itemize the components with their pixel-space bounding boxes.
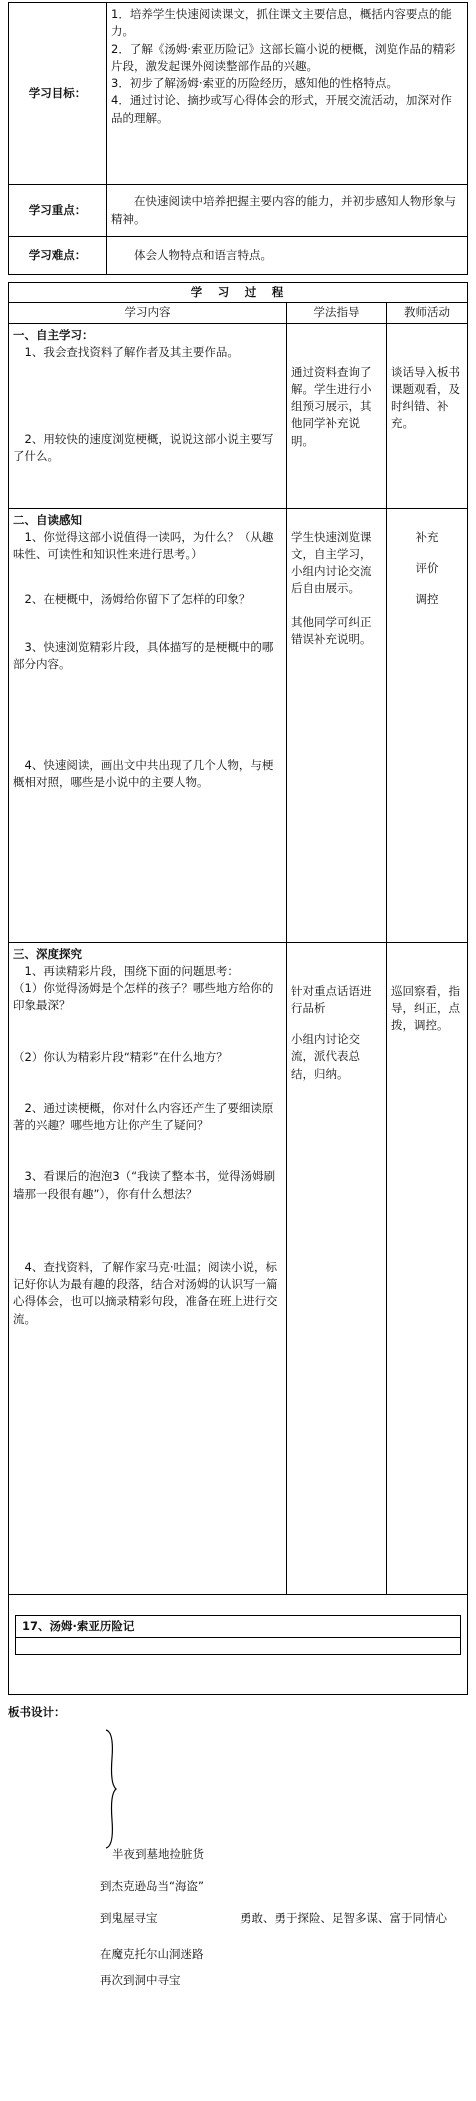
objectives-cell <box>107 3 468 185</box>
objective-item: 2．了解《汤姆·索亚历险记》这部长篇小说的梗概，浏览作品的精彩片段，激发起课外阅读整部作品的兴趣。 <box>111 41 456 73</box>
process-title: 学 习 过 程 <box>9 283 468 303</box>
board-heading-row <box>9 1594 468 1694</box>
section2-content <box>9 508 287 942</box>
section1-item: 2、用较快的速度浏览梗概，说说这部小说主要写了什么。 <box>13 432 274 464</box>
teacher-action: 补充 <box>415 529 439 544</box>
section3-item: （2）你认为精彩片段“精彩”在什么地方？ <box>13 1049 228 1064</box>
section3-guide-1: 针对重点话语进行品析 <box>291 983 372 1015</box>
info-table <box>8 2 468 275</box>
section2-row <box>9 508 468 942</box>
section1-item: 1、我会查找资料了解作者及其主要作品。 <box>24 344 239 359</box>
col-header-content: 学习内容 <box>9 303 287 323</box>
board-line: 在魔克托尔山洞迷路 <box>100 1947 204 1961</box>
difficulty-label: 学习难点： <box>9 237 107 275</box>
section2-item: 4、快速阅读，画出文中共出现了几个人物，与梗概相对照，哪些是小说中的主要人物。 <box>13 758 274 790</box>
board-line: 再次到洞中寻宝 <box>100 1973 181 1987</box>
objective-item: 4．通过讨论、摘抄或写心得体会的形式，开展交流活动，加深对作品的理解。 <box>111 93 452 125</box>
section1-guide: 通过资料查询了解。学生进行小组预习展示，其他同学补充说明。 <box>287 323 387 508</box>
section2-guide-2: 其他同学可纠正错误补充说明。 <box>291 614 372 646</box>
keypoint-text: 在快速阅读中培养把握主要内容的能力，并初步感知人物形象与精神。 <box>107 185 468 237</box>
section3-item: 2、通过读梗概，你对什么内容还产生了要细读原著的兴趣？哪些地方让你产生了疑问？ <box>13 1100 274 1132</box>
section3-item: 3、看课后的泡泡3（“我读了整本书，觉得汤姆刷墙那一段很有趣”），你有什么想法？ <box>13 1169 276 1201</box>
teacher-action: 评价 <box>415 560 439 575</box>
objective-item: 3．初步了解汤姆·索亚的历险经历，感知他的性格特点。 <box>111 76 398 90</box>
section3-row <box>9 942 468 1594</box>
teacher-action: 调控 <box>415 592 439 606</box>
section3-guide <box>287 942 387 1594</box>
section2-item: 2、在梗概中，汤姆给你留下了怎样的印象？ <box>24 592 251 607</box>
section3-title: 三、深度探究 <box>13 946 82 961</box>
section1-content <box>9 323 287 508</box>
section3-teacher: 巡回察看，指导，纠正，点拨，调控。 <box>387 942 468 1594</box>
brace-icon <box>100 1728 120 1850</box>
section3-item: （1）你觉得汤姆是个怎样的孩子？哪些地方给你的印象最深？ <box>13 981 274 1013</box>
section2-item: 3、快速浏览精彩片段，具体描写的是梗概中的哪部分内容。 <box>13 639 274 671</box>
section2-title: 二、自读感知 <box>13 512 82 527</box>
board-line: 到杰克逊岛当“海盗” <box>100 1879 204 1893</box>
process-title-row <box>9 283 468 303</box>
process-table <box>8 282 468 1695</box>
section2-guide-1: 学生快速浏览课文，自主学习，小组内讨论交流后自由展示。 <box>291 529 372 596</box>
section1-teacher: 谈话导入板书课题观看，及时纠错、补充。 <box>387 323 468 508</box>
keypoint-row <box>9 185 468 237</box>
section1-row <box>9 323 468 508</box>
difficulty-row <box>9 237 468 275</box>
section3-item: 4、查找资料，了解作家马克·吐温；阅读小说，标记好你认为最有趣的段落，结合对汤姆的认识写一篇心得体会，也可以摘录精彩句段，准备在班上进行交流。 <box>13 1259 278 1326</box>
board-heading-cell <box>9 1594 468 1694</box>
objectives-label: 学习目标： <box>9 3 107 185</box>
process-header-row <box>9 303 468 323</box>
board-heading: 17、汤姆·索亚历险记 <box>15 1615 461 1638</box>
objective-item: 1．培养学生快速阅读课文，抓住课文主要信息，概括内容要点的能力。 <box>111 7 452 39</box>
objectives-row <box>9 3 468 185</box>
board-line: 到鬼屋寻宝 <box>100 1911 158 1925</box>
section1-title: 一、自主学习： <box>13 327 94 342</box>
section3-content <box>9 942 287 1594</box>
col-header-guide: 学法指导 <box>287 303 387 323</box>
section2-item: 1、你觉得这部小说值得一读吗，为什么？（从趣味性、可读性和知识性来进行思考。） <box>13 529 274 561</box>
board-label: 板书设计： <box>8 1705 66 1719</box>
section3-item: 1、再读精彩片段，围绕下面的问题思考： <box>24 963 239 978</box>
section2-teacher <box>387 508 468 942</box>
section3-guide-2: 小组内讨论交流，派代表总结，归纳。 <box>291 1032 360 1081</box>
section2-guide <box>287 508 387 942</box>
board-line: 半夜到墓地捡脏货 <box>112 1847 204 1861</box>
difficulty-text: 体会人物特点和语言特点。 <box>107 237 468 275</box>
board-line: 勇敢、勇于探险、足智多谋、富于同情心 <box>240 1911 447 1925</box>
keypoint-label: 学习重点： <box>9 185 107 237</box>
col-header-teacher: 教师活动 <box>387 303 468 323</box>
